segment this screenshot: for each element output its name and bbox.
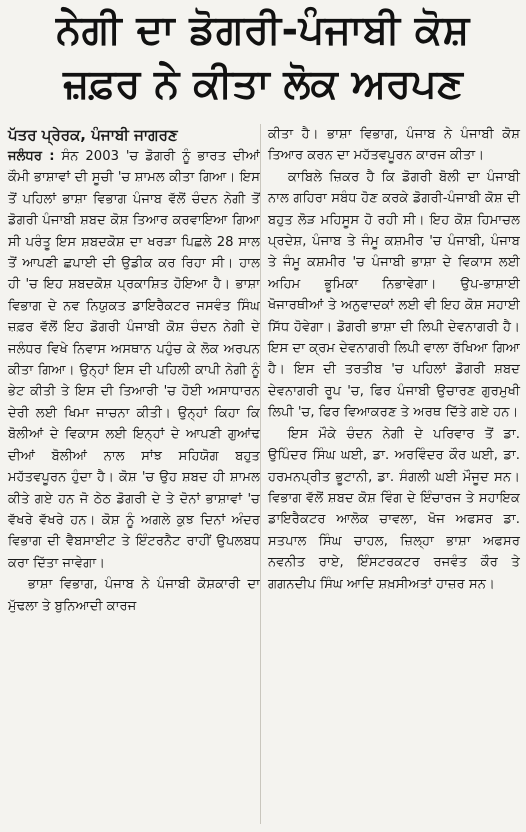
headline-line-2: ਜ਼ਫ਼ਰ ਨੇ ਕੀਤਾ ਲੋਕ ਅਰਪਣ	[63, 61, 463, 107]
column-divider	[260, 124, 261, 824]
column-right	[268, 124, 520, 595]
right-paragraph-1: ਕੀਤਾ ਹੈ। ਭਾਸ਼ਾ ਵਿਭਾਗ, ਪੰਜਾਬ ਨੇ ਪੰਜਾਬੀ ਕੋਸ਼ ਤਿਆਰ ਕਰਨ ਦਾ ਮਹੱਤਵਪੂਰਨ ਕਾਰਜ ਕੀਤਾ।	[268, 127, 520, 164]
right-paragraph-2: ਕਾਬਿਲੇ ਜ਼ਿਕਰ ਹੈ ਕਿ ਡੋਗਰੀ ਬੋਲੀ ਦਾ ਪੰਜਾਬੀ ਨਾਲ ਗਹਿਰਾ ਸਬੰਧ ਹੋਣ ਕਰਕੇ ਡੋਗਰੀ-ਪੰਜਾਬੀ ਕੋਸ਼ ਦੀ ਬਹੁਤ ਲੋੜ ਮਹਿਸੂਸ ਹੋ ਰਹੀ ਸੀ। ਇਹ ਕੋਸ਼ ਹਿਮਾਚਲ ਪ੍ਰਦੇਸ਼, ਪੰਜਾਬ ਤੇ ਜੰਮੂ ਕਸ਼ਮੀਰ 'ਚ ਪੰਜਾਬੀ, ਪੰਜਾਬ ਤੇ ਜੰਮੂ ਕਸ਼ਮੀਰ 'ਚ ਪੰਜਾਬੀ ਭਾਸ਼ਾ ਦੇ ਵਿਕਾਸ ਲਈ ਅਹਿਮ ਭੂਮਿਕਾ ਨਿਭਾਵੇਗਾ। ਉਪ-ਭਾਸ਼ਾਈ ਖੋਜਾਰਥੀਆਂ ਤੇ ਅਨੁਵਾਦਕਾਂ ਲਈ ਵੀ ਇਹ ਕੋਸ਼ ਸਹਾਈ ਸਿੱਧ ਹੋਵੇਗਾ। ਡੋਗਰੀ ਭਾਸ਼ਾ ਦੀ ਲਿਪੀ ਦੇਵਨਾਗਰੀ ਹੈ। ਇਸ ਦਾ ਕ੍ਰਮ ਦੇਵਨਾਗਰੀ ਲਿਪੀ ਵਾਲਾ ਰੱਖਿਆ ਗਿਆ ਹੈ। ਇਸ ਦੀ ਤਰਤੀਬ 'ਚ ਪਹਿਲਾਂ ਡੋਗਰੀ ਸ਼ਬਦ ਦੇਵਨਾਗਰੀ ਰੂਪ 'ਚ, ਫਿਰ ਪੰਜਾਬੀ ਉਚਾਰਣ ਗੁਰਮੁਖੀ ਲਿਪੀ 'ਚ, ਫਿਰ ਵਿਆਕਰਣ ਤੇ ਅਰਥ ਦਿੱਤੇ ਗਏ ਹਨ।	[268, 169, 520, 421]
headline-line-1: ਨੇਗੀ ਦਾ ਡੋਗਰੀ-ਪੰਜਾਬੀ ਕੋਸ਼	[56, 7, 470, 53]
left-paragraph-2: ਭਾਸ਼ਾ ਵਿਭਾਗ, ਪੰਜਾਬ ਨੇ ਪੰਜਾਬੀ ਕੋਸ਼ਕਾਰੀ ਦਾ ਮੁੱਢਲਾ ਤੇ ਬੁਨਿਆਦੀ ਕਾਰਜ	[8, 577, 260, 614]
left-paragraph-1-text: ਸੰਨ 2003 'ਚ ਡੋਗਰੀ ਨੂੰ ਭਾਰਤ ਦੀਆਂ ਕੌਮੀ ਭਾਸ਼ਾਵਾਂ ਦੀ ਸੂਚੀ 'ਚ ਸ਼ਾਮਲ ਕੀਤਾ ਗਿਆ। ਇਸ ਤੋਂ ਪਹਿਲਾਂ ਭਾਸ਼ਾ ਵਿਭਾਗ ਪੰਜਾਬ ਵੱਲੋਂ ਚੰਦਨ ਨੇਗੀ ਤੋਂ ਡੋਗਰੀ ਪੰਜਾਬੀ ਸ਼ਬਦ ਕੋਸ਼ ਤਿਆਰ ਕਰਵਾਇਆ ਗਿਆ ਸੀ ਪਰੰਤੂ ਇਸ ਸ਼ਬਦਕੋਸ਼ ਦਾ ਖਰੜਾ ਪਿਛਲੇ 28 ਸਾਲ ਤੋਂ ਆਪਣੀ ਛਪਾਈ ਦੀ ਉਡੀਕ ਕਰ ਰਿਹਾ ਸੀ। ਹਾਲ ਹੀ 'ਚ ਇਹ ਸ਼ਬਦਕੋਸ਼ ਪ੍ਰਕਾਸ਼ਿਤ ਹੋਇਆ ਹੈ। ਭਾਸ਼ਾ ਵਿਭਾਗ ਦੇ ਨਵ ਨਿਯੁਕਤ ਡਾਇਰੈਕਟਰ ਜਸਵੰਤ ਸਿੰਘ ਜ਼ਫ਼ਰ ਵੱਲੋਂ ਇਹ ਡੋਗਰੀ ਪੰਜਾਬੀ ਕੋਸ਼ ਚੰਦਨ ਨੇਗੀ ਦੇ ਜਲੰਧਰ ਵਿਖੇ ਨਿਵਾਸ ਅਸਥਾਨ ਪਹੁੰਚ ਕੇ ਲੋਕ ਅਰਪਨ ਕੀਤਾ ਗਿਆ। ਉਨ੍ਹਾਂ ਇਸ ਦੀ ਪਹਿਲੀ ਕਾਪੀ ਨੇਗੀ ਨੂੰ ਭੇਟ ਕੀਤੀ ਤੇ ਇਸ ਦੀ ਤਿਆਰੀ 'ਚ ਹੋਈ ਅਸਾਧਾਰਨ ਦੇਰੀ ਲਈ ਖਿਮਾ ਜਾਚਨਾ ਕੀਤੀ। ਉਨ੍ਹਾਂ ਕਿਹਾ ਕਿ ਬੋਲੀਆਂ ਦੇ ਵਿਕਾਸ ਲਈ ਇਨ੍ਹਾਂ ਦੇ ਆਪਣੀ ਗੁਆਂਢ ਦੀਆਂ ਬੋਲੀਆਂ ਨਾਲ ਸਾਂਝ ਸਹਿਯੋਗ ਬਹੁਤ ਮਹੱਤਵਪੂਰਨ ਹੁੰਦਾ ਹੈ। ਕੋਸ਼ 'ਚ ਉਹ ਸ਼ਬਦ ਹੀ ਸ਼ਾਮਲ ਕੀਤੇ ਗਏ ਹਨ ਜੋ ਠੇਠ ਡੋਗਰੀ ਦੇ ਤੇ ਦੋਨਾਂ ਭਾਸ਼ਾਵਾਂ 'ਚ ਵੱਖਰੇ ਵੱਖਰੇ ਹਨ। ਕੋਸ਼ ਨੂੰ ਅਗਲੇ ਕੁਝ ਦਿਨਾਂ ਅੰਦਰ ਵਿਭਾਗ ਦੀ ਵੈਬਸਾਈਟ ਤੇ ਇੰਟਰਨੈਟ ਰਾਹੀਂ ਉਪਲਬਧ ਕਰਾ ਦਿੱਤਾ ਜਾਵੇਗਾ।	[8, 149, 260, 571]
dateline: ਜਲੰਧਰ :	[8, 149, 55, 164]
left-paragraph-1	[8, 146, 260, 574]
column-left	[8, 124, 260, 617]
headline	[0, 0, 526, 122]
byline: ਪੱਤਰ ਪ੍ਰੇਰਕ, ਪੰਜਾਬੀ ਜਾਗਰਣ	[8, 126, 178, 144]
right-paragraph-3: ਇਸ ਮੌਕੇ ਚੰਦਨ ਨੇਗੀ ਦੇ ਪਰਿਵਾਰ ਤੋਂ ਡਾ. ਉਪਿੰਦਰ ਸਿੰਘ ਘਈ, ਡਾ. ਅਰਵਿੰਦਰ ਕੌਰ ਘਈ, ਡਾ. ਹਰਮਨਪ੍ਰੀਤ ਭੂਟਾਨੀ, ਡਾ. ਸੰਗਲੀ ਘਈ ਮੌਜੂਦ ਸਨ। ਵਿਭਾਗ ਵੱਲੋਂ ਸ਼ਬਦ ਕੋਸ਼ ਵਿੰਗ ਦੇ ਇੰਚਾਰਜ ਤੇ ਸਹਾਇਕ ਡਾਇਰੈਕਟਰ ਆਲੋਕ ਚਾਵਲਾ, ਖੋਜ ਅਫਸਰ ਡਾ. ਸਤਪਾਲ ਸਿੰਘ ਚਾਹਲ, ਜ਼ਿਲ੍ਹਾ ਭਾਸ਼ਾ ਅਫਸਰ ਨਵਨੀਤ ਰਾਏ, ਇੰਸਟਰਕਟਰ ਰਜਵੰਤ ਕੌਰ ਤੇ ਗਗਨਦੀਪ ਸਿੰਘ ਆਦਿ ਸ਼ਖ਼ਸੀਅਤਾਂ ਹਾਜ਼ਰ ਸਨ।	[268, 426, 520, 592]
